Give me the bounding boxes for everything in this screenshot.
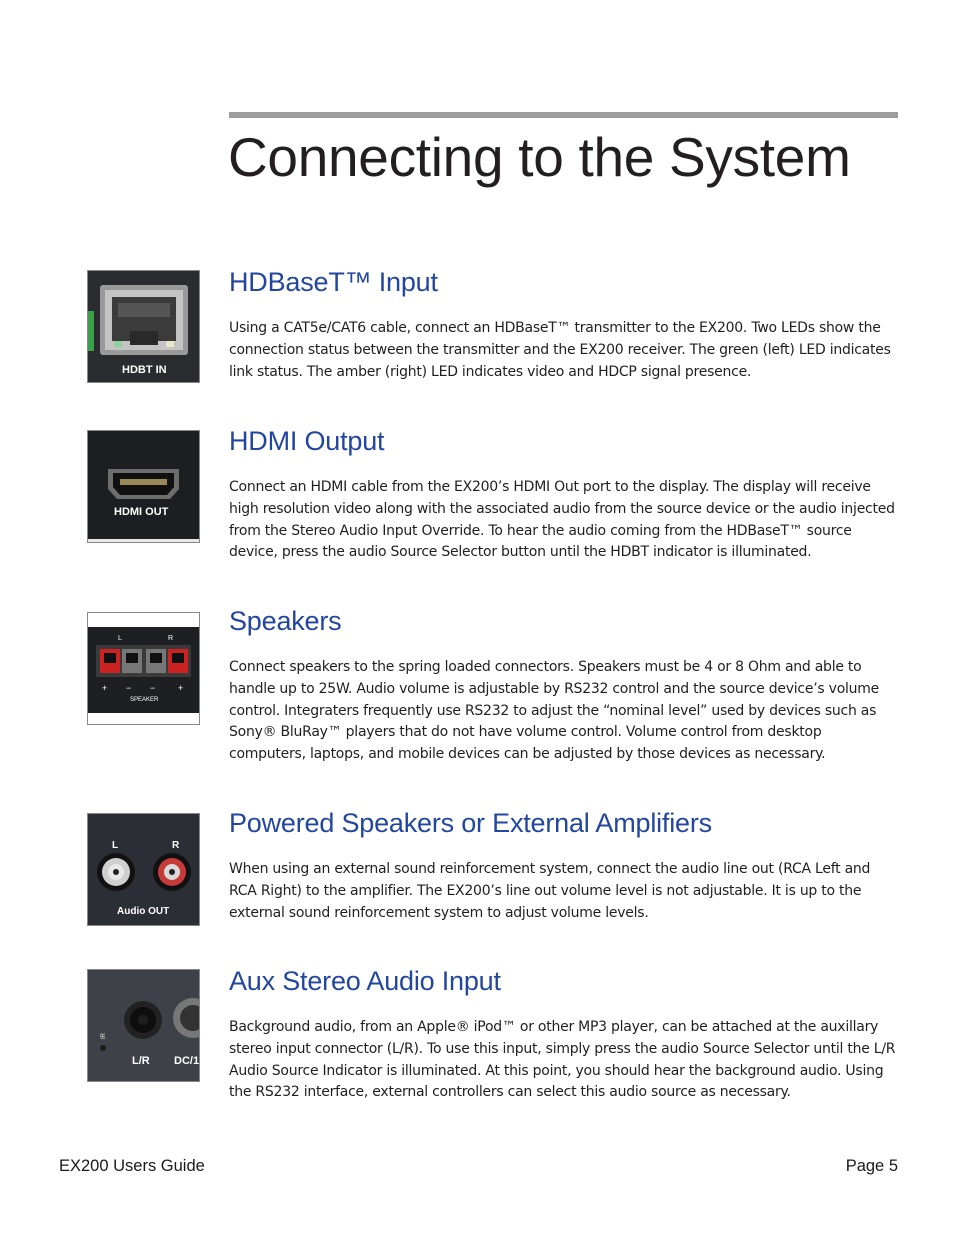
section-body: When using an external sound reinforcement system, connect the audio line out (RCA Left and RCA Right) to the amplifier. The EX200’s line out volume level is not adjustable. It is up to the external sound reinforcement system to adjust volume levels. [229, 861, 871, 921]
svg-text:+: + [178, 683, 184, 693]
hdbt-port-photo [87, 270, 200, 383]
title-rule [229, 112, 898, 118]
speaker-label: SPEAKER [130, 697, 159, 703]
section-body: Connect speakers to the spring loaded connectors. Speakers must be 4 or 8 Ohm and able to handle up to 25W. Audio volume is adjustable by RS232 control and the source device’s volume control. Integraters frequently use RS232 to adjust the “nominal level” used by devices such as Sony® BluRay™ players that do not have volume control. Volume control from desktop computers, laptops, and mobile devices can be adjusted by those devices as necessary. [229, 659, 880, 763]
hdmi-port-photo [87, 430, 200, 543]
hdmi-port-icon [88, 431, 199, 542]
section-heading: Speakers [229, 606, 342, 636]
footer-page-number: Page 5 [845, 1157, 898, 1175]
section-heading: Aux Stereo Audio Input [229, 966, 501, 996]
svg-text:+: + [102, 683, 108, 693]
page-title: Connecting to the System [228, 126, 851, 188]
svg-text:L: L [112, 840, 119, 851]
section-body: Connect an HDMI cable from the EX200’s HDMI Out port to the display. The display will receive high resolution video along with the associated audio from the source device or the audio injected from the Stereo Audio Input Override. To hear the audio coming from the HDBaseT™ source device, press the audio Source Selector button until the HDBT indicator is illuminated. [229, 479, 895, 561]
hdbt-in-label: HDBT IN [122, 364, 167, 376]
section-heading: Powered Speakers or External Amplifiers [229, 808, 712, 838]
section-body: Background audio, from an Apple® iPod™ or other MP3 player, can be attached at the auxillary stereo input connector (L/R). To use this input, simply press the audio Source Selector until the L/R Audio Source Indicator is illuminated. At this point, you should hear the background audio. Using the RS232 interface, external controllers can select this audio source as necessary. [229, 1019, 896, 1101]
audio-out-label: Audio OUT [117, 906, 170, 917]
svg-text:DC/1: DC/1 [174, 1055, 199, 1067]
rca-jack-icon [88, 814, 199, 925]
section-heading: HDMI Output [229, 426, 385, 456]
footer-document-title: EX200 Users Guide [59, 1157, 205, 1175]
lr-label: L/R [132, 1055, 150, 1067]
svg-text:−: − [126, 683, 132, 693]
rca-output-photo [87, 813, 200, 926]
svg-text:L: L [118, 635, 122, 642]
svg-text:R: R [172, 840, 180, 851]
hdmi-out-label: HDMI OUT [114, 506, 169, 518]
svg-text:−: − [150, 683, 156, 693]
svg-text:R: R [168, 635, 174, 642]
section-body: Using a CAT5e/CAT6 cable, connect an HDBaseT™ transmitter to the EX200. Two LEDs show the connection status between the transmitter and the EX200 receiver. The green (left) LED indicates link status. The amber (right) LED indicates video and HDCP signal presence. [229, 320, 891, 380]
speaker-terminal-photo [87, 612, 200, 725]
rj45-jack-icon [88, 271, 199, 382]
aux-jack-icon [88, 970, 199, 1081]
svg-text:IR: IR [101, 1033, 107, 1039]
speaker-terminal-icon [88, 613, 199, 724]
section-heading: HDBaseT™ Input [229, 267, 438, 297]
aux-input-photo [87, 969, 200, 1082]
